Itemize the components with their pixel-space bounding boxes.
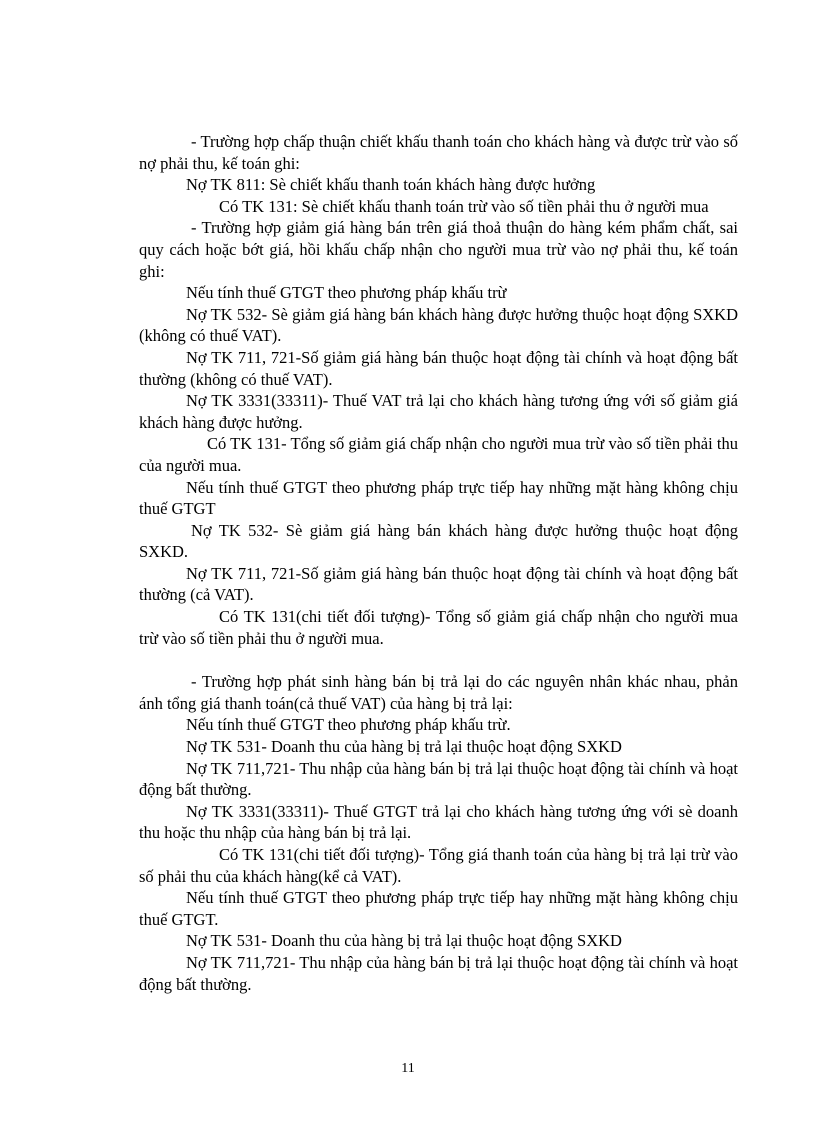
paragraph-debit-711-721-returns-direct: Nợ TK 711,721- Thu nhập của hàng bán bị trả lại thuộc hoạt động tài chính và hoạt động bất thường. xyxy=(139,952,738,994)
paragraph-debit-532-direct: Nợ TK 532- Sè giảm giá hàng bán khách hàng được hưởng thuộc hoạt động SXKD. xyxy=(139,520,738,562)
paragraph-deduction-method-2: Nếu tính thuế GTGT theo phương pháp khấu trừ. xyxy=(186,715,511,735)
paragraph-credit-131-detail: Có TK 131(chi tiết đối tượng)- Tổng số giảm giá chấp nhận cho người mua trừ vào số tiền phải thu ở người mua. xyxy=(139,607,738,648)
paragraph-credit-131-discount: Có TK 131: Sè chiết khấu thanh toán trừ vào số tiền phải thu ở người mua xyxy=(219,196,709,216)
paragraph-price-reduction-intro: - Trường hợp giảm giá hàng bán trên giá thoả thuận do hàng kém phẩm chất, sai quy cách hoặc bớt giá, hồi khấu chấp nhận cho người mua trừ vào nợ phải thu, kế toán ghi: xyxy=(139,218,738,281)
section-gap xyxy=(139,649,738,671)
paragraph-debit-711-721-returns: Nợ TK 711,721- Thu nhập của hàng bán bị trả lại thuộc hoạt động tài chính và hoạt động bất thường. xyxy=(139,758,738,800)
paragraph-debit-3331: Nợ TK 3331(33311)- Thuế VAT trả lại cho khách hàng tương ứng với số giảm giá khách hàng được hưởng. xyxy=(139,391,738,432)
paragraph-debit-531-direct: Nợ TK 531- Doanh thu của hàng bị trả lại thuộc hoạt động SXKD xyxy=(186,931,622,951)
paragraph-debit-3331-returns: Nợ TK 3331(33311)- Thuế GTGT trả lại cho khách hàng tương ứng với sè doanh thu hoặc thu nhập của hàng bán bị trả lại. xyxy=(139,801,738,843)
paragraph-direct-method-2: Nếu tính thuế GTGT theo phương pháp trực tiếp hay những mặt hàng không chịu thuế GTGT. xyxy=(139,888,738,929)
paragraph-debit-711-721: Nợ TK 711, 721-Số giảm giá hàng bán thuộc hoạt động tài chính và hoạt động bất thường (không có thuế VAT). xyxy=(139,347,738,389)
paragraph-debit-532: Nợ TK 532- Sè giảm giá hàng bán khách hàng được hưởng thuộc hoạt động SXKD (không có thuế VAT). xyxy=(139,304,738,346)
paragraph-debit-531: Nợ TK 531- Doanh thu của hàng bị trả lại thuộc hoạt động SXKD xyxy=(186,737,622,757)
page-number: 11 xyxy=(401,1061,415,1076)
paragraph-deduction-method: Nếu tính thuế GTGT theo phương pháp khấu trừ xyxy=(186,283,507,303)
paragraph-credit-131-returns: Có TK 131(chi tiết đối tượng)- Tổng giá thanh toán của hàng bị trả lại trừ vào số phải thu của khách hàng(kể cả VAT). xyxy=(139,845,738,886)
page-body xyxy=(139,131,738,995)
paragraph-discount-intro: - Trường hợp chấp thuận chiết khấu thanh toán cho khách hàng và được trừ vào số nợ phải thu, kế toán ghi: xyxy=(139,132,738,173)
paragraph-credit-131-reduction: Có TK 131- Tổng số giảm giá chấp nhận cho người mua trừ vào số tiền phải thu của người mua. xyxy=(139,434,738,475)
paragraph-debit-711-721-direct: Nợ TK 711, 721-Số giảm giá hàng bán thuộc hoạt động tài chính và hoạt động bất thường (cả VAT). xyxy=(139,563,738,605)
paragraph-debit-811: Nợ TK 811: Sè chiết khấu thanh toán khách hàng được hưởng xyxy=(186,175,596,195)
paragraph-direct-method: Nếu tính thuế GTGT theo phương pháp trực tiếp hay những mặt hàng không chịu thuế GTGT xyxy=(139,477,738,519)
paragraph-returned-goods-intro: - Trường hợp phát sinh hàng bán bị trả lại do các nguyên nhân khác nhau, phản ánh tổng giá thanh toán(cả thuế VAT) của hàng bị trả lại: xyxy=(139,672,738,713)
